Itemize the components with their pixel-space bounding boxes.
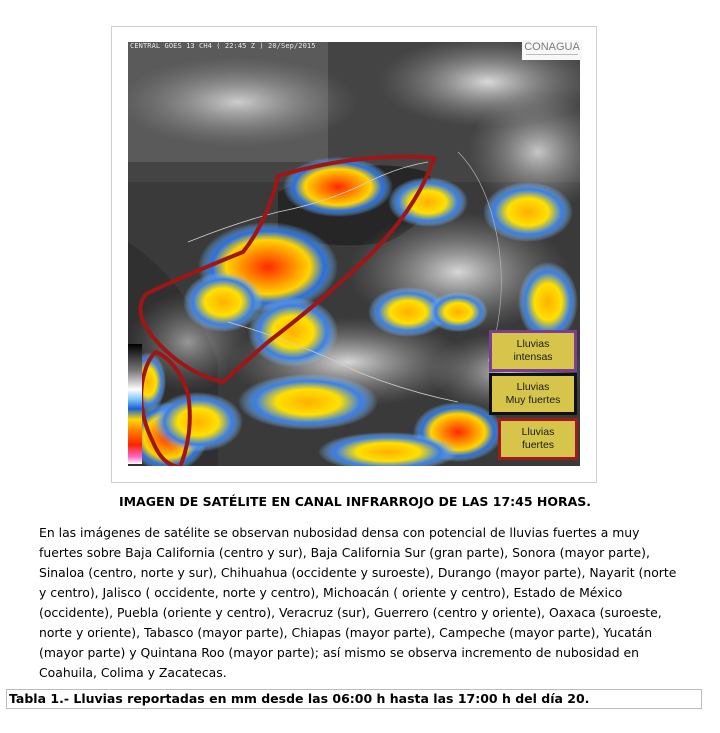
legend-lluvias-muy-fuertes bbox=[489, 373, 577, 415]
legend-label: Lluvias bbox=[516, 338, 550, 350]
legend-label: intensas bbox=[513, 351, 553, 363]
temperature-color-scale bbox=[128, 344, 142, 464]
legend-label: Lluvias bbox=[521, 426, 555, 438]
legend-label: Lluvias bbox=[516, 381, 550, 393]
legend-label: Muy fuertes bbox=[505, 394, 561, 406]
legend-lluvias-intensas bbox=[489, 330, 577, 372]
legend-lluvias-fuertes bbox=[498, 418, 578, 460]
satellite-timestamp: CENTRAL GOES 13 CH4 ( 22:45 Z ) 20/Sep/2015 bbox=[130, 42, 316, 50]
legend-label: fuertes bbox=[521, 439, 555, 451]
conagua-logo bbox=[522, 40, 582, 60]
description-paragraph: En las imágenes de satélite se observan nubosidad densa con potencial de lluvias fuertes a muy fuertes sobre Baja California (centro y sur), Baja California Sur (gran parte), Sonora (mayor parte), Sinaloa (centro, norte y sur), Chihuahua (occidente y suroeste), Durango (mayor parte), Nayarit (norte y centro), Jalisco ( occidente, norte y centro), Michoacán ( oriente y centro), Estado de México (occidente), Puebla (oriente y centro), Veracruz (sur), Guerrero (centro y oriente), Oaxaca (suroeste, norte y oriente), Tabasco (mayor parte), Chiapas (mayor parte), Campeche (mayor parte), Yucatán (mayor parte) y Quintana Roo (mayor parte); así mismo se observa incremento de nubosidad en Coahuila, Colima y Zacatecas. bbox=[39, 525, 677, 680]
logo-underline bbox=[526, 54, 578, 59]
table-title: Tabla 1.- Lluvias reportadas en mm desde las 06:00 h hasta las 17:00 h del día 20. bbox=[6, 689, 702, 709]
figure-caption: IMAGEN DE SATÉLITE EN CANAL INFRARROJO DE LAS 17:45 HORAS. bbox=[118, 494, 592, 509]
logo-text: CONAGUA bbox=[524, 41, 580, 53]
